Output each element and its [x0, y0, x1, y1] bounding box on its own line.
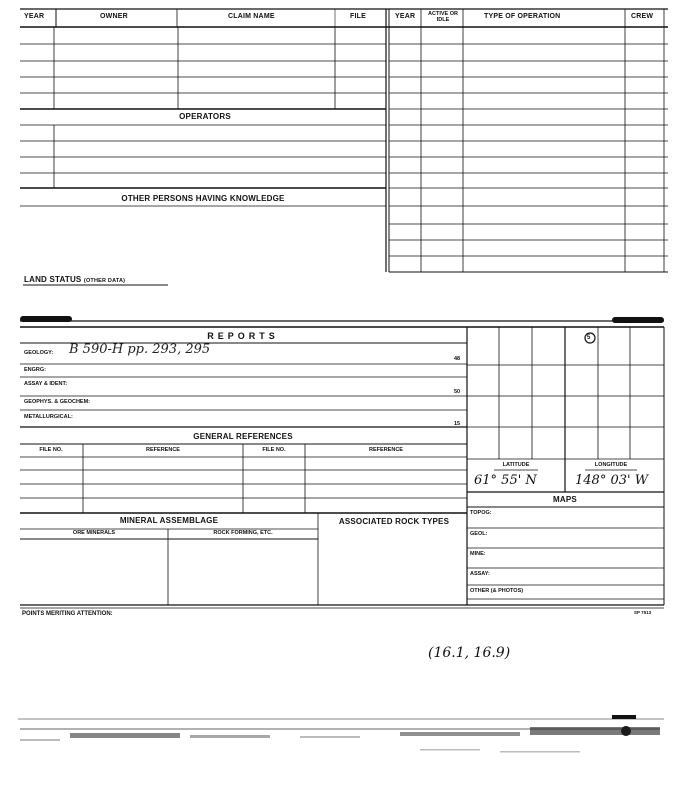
header-crew: CREW	[631, 13, 654, 20]
reports-heading: REPORTS	[207, 331, 279, 341]
report-label-geology: GEOLOGY:	[24, 350, 54, 356]
longitude-label: LONGITUDE	[594, 462, 628, 468]
rock-forming-header: ROCK FORMING, ETC.	[213, 530, 273, 536]
header-active-or-idle: ACTIVE OR IDLE	[428, 11, 458, 23]
maps-assay: ASSAY:	[470, 571, 490, 577]
maps-heading: MAPS	[553, 495, 577, 504]
latitude-value: 61° 55' N	[474, 473, 537, 488]
report-code-48: 48	[454, 356, 461, 362]
header-owner: OWNER	[100, 13, 128, 20]
scan-noise-strip	[0, 715, 678, 775]
maps-topog: TOPOG:	[470, 510, 492, 516]
maps-other-photos: OTHER (& PHOTOS)	[470, 588, 524, 594]
header-year-2: YEAR	[395, 13, 416, 20]
geology-handwritten-ref: B 590-H pp. 293, 295	[69, 342, 211, 357]
scan-smudge-right	[612, 317, 664, 323]
general-references-heading: GENERAL REFERENCES	[193, 432, 293, 441]
report-label-geophys: GEOPHYS. & GEOCHEM:	[24, 399, 91, 405]
other-persons-heading: OTHER PERSONS HAVING KNOWLEDGE	[121, 194, 285, 203]
report-code-50: 50	[454, 389, 461, 395]
header-file: FILE	[350, 13, 366, 20]
header-claim-name: CLAIM NAME	[228, 13, 275, 20]
land-status-label	[24, 276, 125, 285]
points-meriting-attention: POINTS MERITING ATTENTION:	[22, 611, 113, 617]
land-status-text: LAND STATUS	[24, 275, 82, 284]
land-status-sub: (OTHER DATA)	[83, 278, 126, 284]
mineral-assemblage-heading: MINERAL ASSEMBLAGE	[119, 516, 219, 525]
latitude-label: LATITUDE	[502, 462, 530, 468]
header-year: YEAR	[24, 13, 45, 20]
maps-geol: GEOL:	[470, 531, 488, 537]
report-label-engrg: ENGRG:	[24, 367, 46, 373]
gr-header-reference-1: REFERENCE	[146, 447, 180, 453]
report-label-assay: ASSAY & IDENT:	[24, 381, 68, 387]
handwritten-coordinates: (16.1, 16.9)	[428, 645, 511, 661]
report-code-15: 15	[454, 421, 461, 427]
associated-rock-types-header: ASSOCIATED ROCK TYPES	[338, 517, 450, 526]
header-type-of-operation: TYPE OF OPERATION	[484, 13, 561, 20]
gr-header-file-no-1: FILE NO.	[39, 447, 63, 453]
form-number: SP 7513	[634, 610, 652, 615]
ore-minerals-header: ORE MINERALS	[72, 530, 116, 536]
longitude-value: 148° 03' W	[575, 473, 649, 488]
operators-heading: OPERATORS	[179, 112, 231, 121]
gr-header-file-no-2: FILE NO.	[262, 447, 286, 453]
report-label-metallurgical: METALLURGICAL:	[24, 414, 73, 420]
scan-smudge-left	[20, 316, 72, 322]
circled-number: 5	[587, 335, 591, 341]
gr-header-reference-2: REFERENCE	[369, 447, 403, 453]
maps-mine: MINE:	[470, 551, 486, 557]
